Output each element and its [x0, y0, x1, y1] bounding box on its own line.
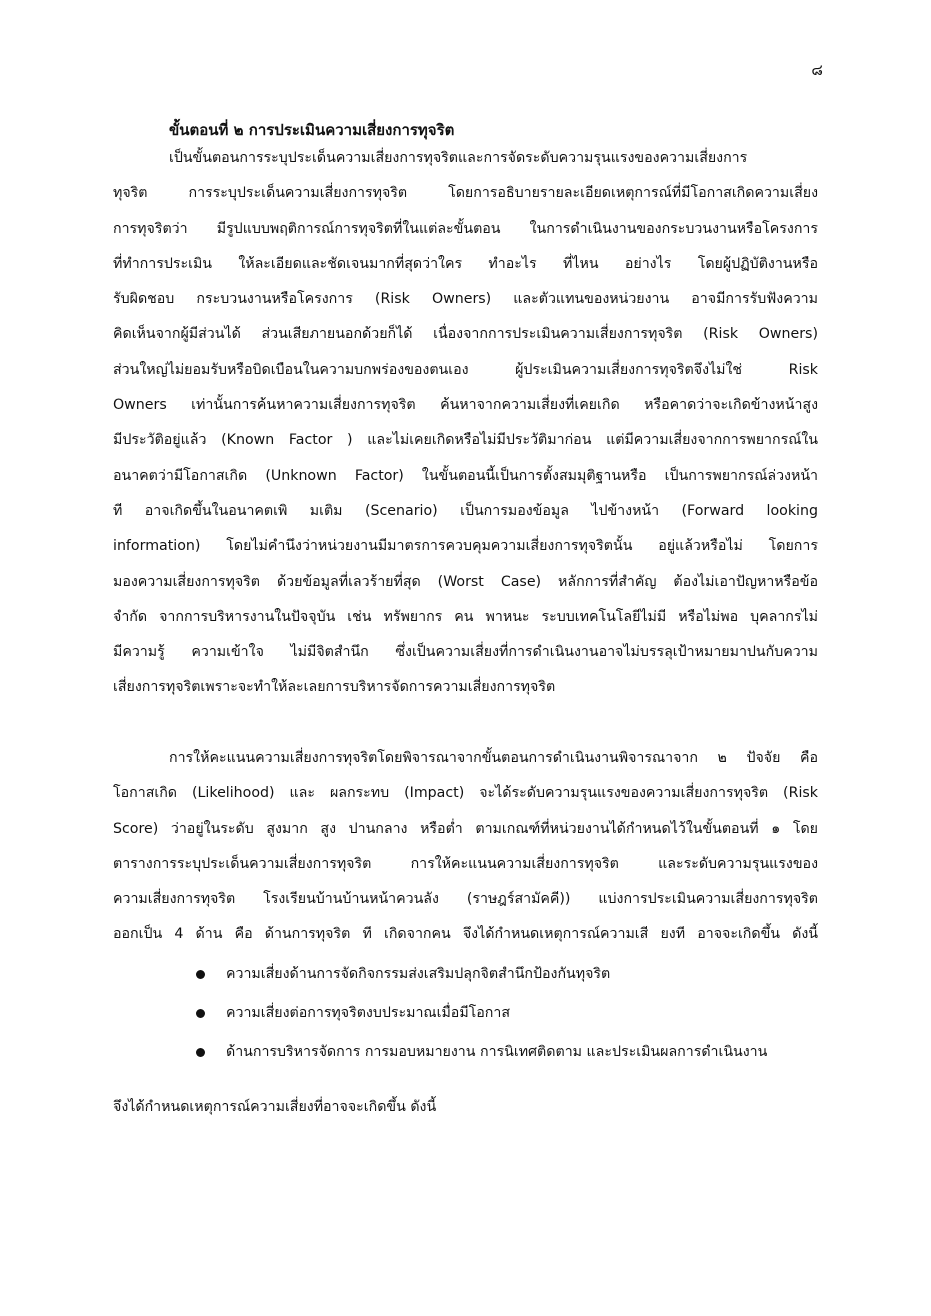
paragraph-line: Score) ว่าอยู่ในระดับ สูงมาก สูง ปานกลาง หรือต่ำ ตามเกณฑ์ที่หน่วยงานได้กำหนดไว้ในขั้นตอนที่ ๑ โดย: [113, 820, 818, 837]
paragraph-line: เป็นขั้นตอนการระบุประเด็นความเสี่ยงการทุจริตและการจัดระดับความรุนแรงของความเสี่ยงการ: [169, 150, 748, 166]
paragraph-line: ที่ทำการประเมิน ให้ละเอียดและชัดเจนมากที่สุดว่าใคร ทำอะไร ที่ไหน อย่างไร โดยผู้ปฏิบัติงานหรือ: [113, 255, 818, 272]
paragraph-line: คิดเห็นจากผู้มีส่วนได้ ส่วนเสียภายนอกด้วยก็ได้ เนื่องจากการประเมินความเสี่ยงการทุจริต (Risk Owners): [113, 326, 818, 343]
list-item-text: ด้านการบริหารจัดการ การมอบหมายงาน การนิเทศติดตาม และประเมินผลการดำเนินงาน: [226, 1044, 768, 1060]
paragraph-risk-identification: [113, 141, 818, 706]
paragraph-line: อนาคตว่ามีโอกาสเกิด (Unknown Factor) ในขั้นตอนนี้เป็นการตั้งสมมุติฐานหรือ เป็นการพยากรณ์ล่วงหน้า: [113, 467, 818, 484]
page-number: ๘: [811, 61, 823, 79]
paragraph-line: โอกาสเกิด (Likelihood) และ ผลกระทบ (Impact) จะได้ระดับความรุนแรงของความเสี่ยงการทุจริต (Risk: [113, 785, 818, 802]
paragraph-line: ออกเป็น 4 ด้าน คือ ด้านการทุจริต ที เกิดจากคน จึงได้กำหนดเหตุการณ์ความเสี ยงที อาจจะเกิดขึ้น ดังนี้: [113, 926, 818, 943]
closing-line: จึงได้กำหนดเหตุการณ์ความเสี่ยงที่อาจจะเกิดขึ้น ดังนี้: [113, 1099, 437, 1115]
risk-area-list: [196, 955, 826, 1072]
paragraph-line: มีประวัติอยู่แล้ว (Known Factor ) และไม่เคยเกิดหรือไม่มีประวัติมาก่อน แต่มีความเสี่ยงจากการพยากรณ์ใน: [113, 432, 818, 449]
section-heading: ขั้นตอนที่ ๒ การประเมินความเสี่ยงการทุจริต: [169, 121, 455, 139]
paragraph-risk-scoring: [113, 741, 818, 953]
bullet-icon: [196, 1048, 205, 1057]
paragraph-line: มองความเสี่ยงการทุจริต ด้วยข้อมูลที่เลวร้ายที่สุด (Worst Case) หลักการที่สำคัญ ต้องไม่เอาปัญหาหรือข้อ: [113, 573, 818, 590]
paragraph-line: การให้คะแนนความเสี่ยงการทุจริตโดยพิจารณาจากขั้นตอนการดำเนินงานพิจารณาจาก ๒ ปัจจัย คือ: [169, 750, 818, 766]
paragraph-line: ตารางการระบุประเด็นความเสี่ยงการทุจริต การให้คะแนนความเสี่ยงการทุจริต และระดับความรุนแรงของ: [113, 855, 818, 872]
list-item: [196, 955, 826, 994]
paragraph-line: การทุจริตว่า มีรูปแบบพฤติการณ์การทุจริตที่ในแต่ละขั้นตอน ในการดำเนินงานของกระบวนงานหรือโครงการ: [113, 220, 818, 237]
list-item: [196, 1033, 826, 1072]
paragraph-line: ที อาจเกิดขึ้นในอนาคตเพิ มเติม (Scenario) เป็นการมองข้อมูล ไปข้างหน้า (Forward looking: [113, 502, 818, 519]
paragraph-line: Owners เท่านั้นการค้นหาความเสี่ยงการทุจริต ค้นหาจากความเสี่ยงที่เคยเกิด หรือคาดว่าจะเกิดข้างหน้าสูง: [113, 397, 818, 414]
paragraph-line: จำกัด จากการบริหารงานในปัจจุบัน เช่น ทรัพยากร คน พาหนะ ระบบเทคโนโลยีไม่มี หรือไม่พอ บุคลากรไม่: [113, 608, 818, 625]
paragraph-line: information) โดยไม่คำนึงว่าหน่วยงานมีมาตรการควบคุมความเสี่ยงการทุจริตนั้น อยู่แล้วหรือไม่ โดยการ: [113, 538, 818, 555]
paragraph-line: เสี่ยงการทุจริตเพราะจะทำให้ละเลยการบริหารจัดการความเสี่ยงการทุจริต: [113, 679, 556, 696]
bullet-icon: [196, 1009, 205, 1018]
paragraph-line: มีความรู้ ความเข้าใจ ไม่มีจิตสำนึก ซึ่งเป็นความเสี่ยงที่การดำเนินงานอาจไม่บรรลุเป้าหมายมาปนกับความ: [113, 644, 818, 661]
paragraph-line: รับผิดชอบ กระบวนงานหรือโครงการ (Risk Owners) และตัวแทนของหน่วยงาน อาจมีการรับฟังความ: [113, 291, 818, 308]
paragraph-line: ทุจริต การระบุประเด็นความเสี่ยงการทุจริต โดยการอธิบายรายละเอียดเหตุการณ์ที่มีโอกาสเกิดความเสี่ยง: [113, 185, 818, 202]
paragraph-line: ความเสี่ยงการทุจริต โรงเรียนบ้านบ้านหน้าควนลัง (ราษฎร์สามัคคี)) แบ่งการประเมินความเสี่ยงการทุจริต: [113, 891, 818, 908]
bullet-icon: [196, 970, 205, 979]
paragraph-line: ส่วนใหญ่ไม่ยอมรับหรือบิดเบือนในความบกพร่องของตนเอง ผู้ประเมินความเสี่ยงการทุจริตจึงไม่ใช่ Risk: [113, 361, 818, 378]
list-item-text: ความเสี่ยงต่อการทุจริตงบประมาณเมื่อมีโอกาส: [226, 1005, 511, 1021]
list-item-text: ความเสี่ยงด้านการจัดกิจกรรมส่งเสริมปลุกจิตสำนึกป้องกันทุจริต: [226, 966, 611, 982]
list-item: [196, 994, 826, 1033]
